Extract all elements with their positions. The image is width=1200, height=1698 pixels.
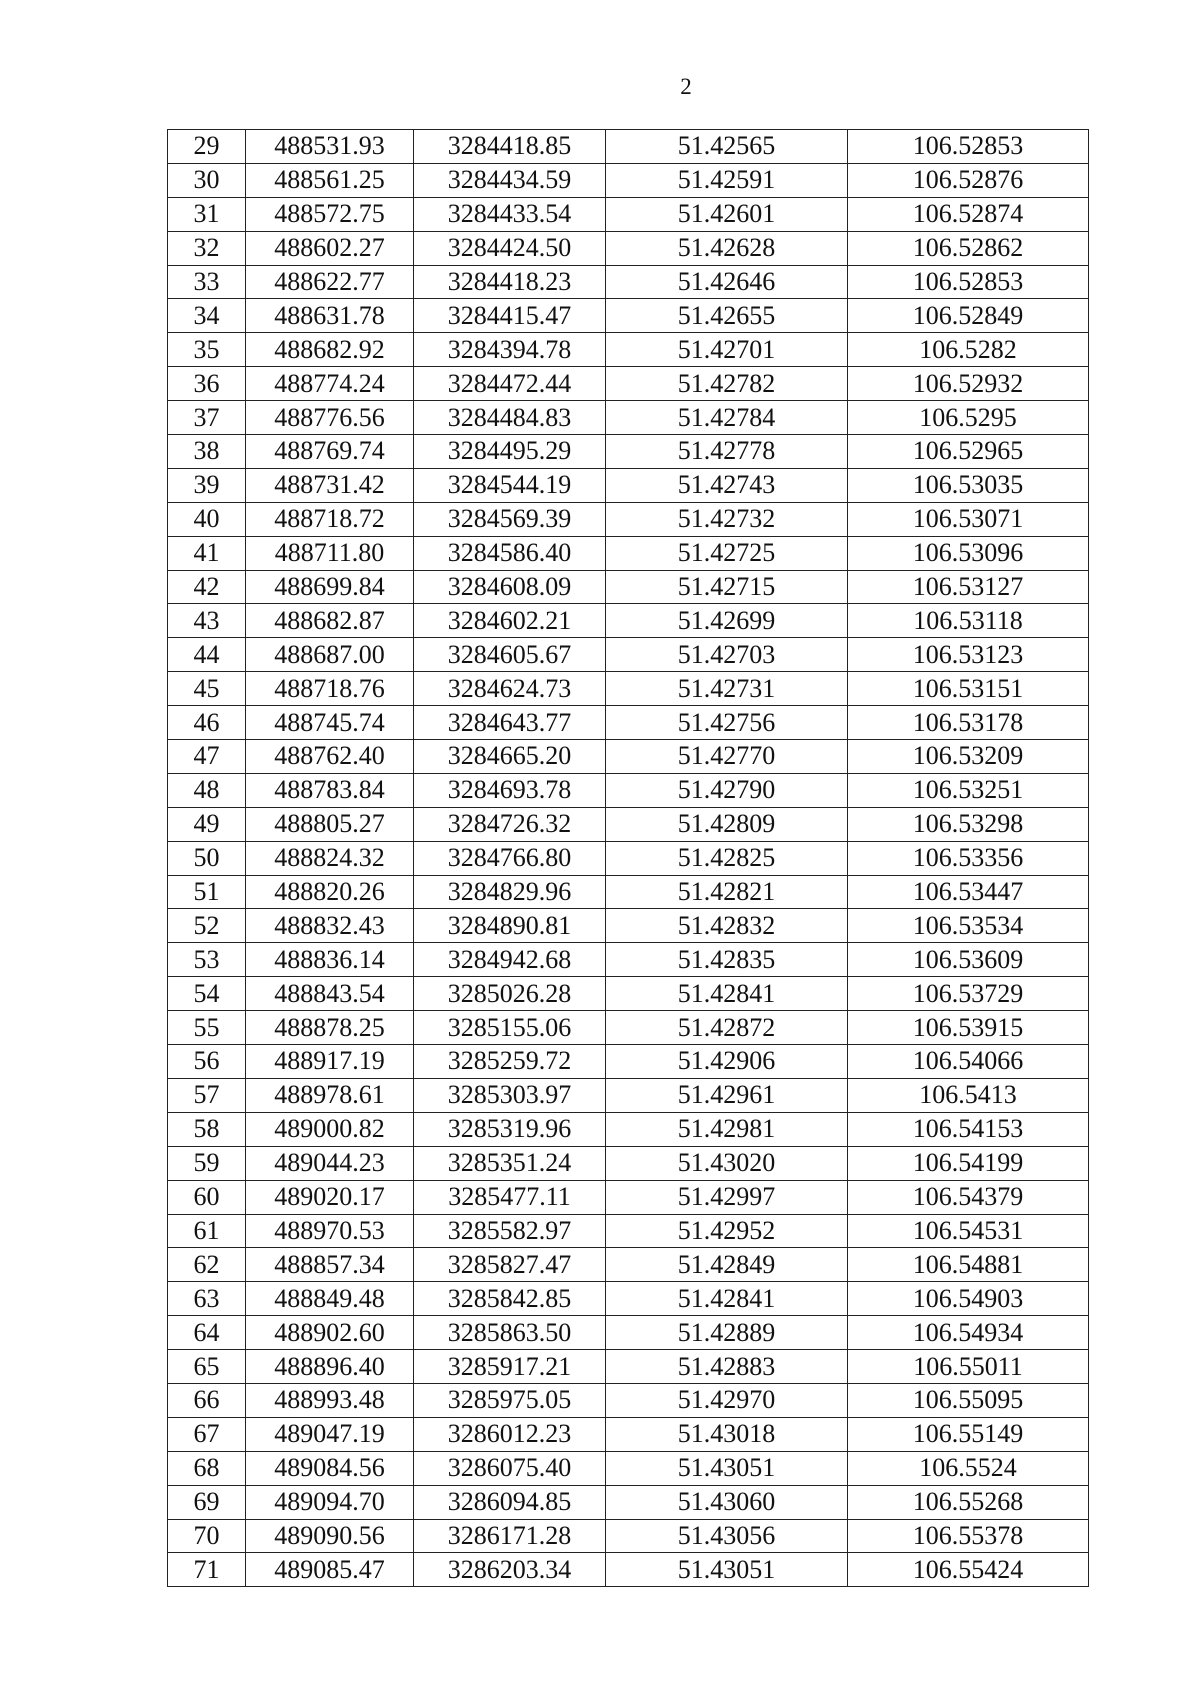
longitude-cell: 106.53915 <box>848 1011 1089 1045</box>
x-coordinate-cell: 488820.26 <box>246 875 414 909</box>
point-number-cell: 60 <box>168 1180 246 1214</box>
x-coordinate-cell: 489090.56 <box>246 1519 414 1553</box>
longitude-cell: 106.5413 <box>848 1078 1089 1112</box>
table-row <box>168 1282 1089 1316</box>
point-number-cell: 54 <box>168 977 246 1011</box>
point-number-cell: 41 <box>168 536 246 570</box>
point-number-cell: 42 <box>168 570 246 604</box>
y-coordinate-cell: 3284472.44 <box>414 367 606 401</box>
y-coordinate-cell: 3285863.50 <box>414 1316 606 1350</box>
x-coordinate-cell: 488602.27 <box>246 231 414 265</box>
longitude-cell: 106.54903 <box>848 1282 1089 1316</box>
table-row <box>168 197 1089 231</box>
table-row <box>168 740 1089 774</box>
longitude-cell: 106.53609 <box>848 943 1089 977</box>
latitude-cell: 51.42782 <box>606 367 848 401</box>
longitude-cell: 106.53151 <box>848 672 1089 706</box>
longitude-cell: 106.53356 <box>848 841 1089 875</box>
point-number-cell: 29 <box>168 130 246 164</box>
longitude-cell: 106.52862 <box>848 231 1089 265</box>
longitude-cell: 106.54066 <box>848 1045 1089 1079</box>
latitude-cell: 51.42906 <box>606 1045 848 1079</box>
y-coordinate-cell: 3284829.96 <box>414 875 606 909</box>
latitude-cell: 51.42699 <box>606 604 848 638</box>
table-row <box>168 265 1089 299</box>
x-coordinate-cell: 489044.23 <box>246 1146 414 1180</box>
x-coordinate-cell: 488878.25 <box>246 1011 414 1045</box>
x-coordinate-cell: 488711.80 <box>246 536 414 570</box>
latitude-cell: 51.42835 <box>606 943 848 977</box>
point-number-cell: 68 <box>168 1451 246 1485</box>
latitude-cell: 51.42655 <box>606 299 848 333</box>
latitude-cell: 51.43018 <box>606 1417 848 1451</box>
y-coordinate-cell: 3285351.24 <box>414 1146 606 1180</box>
longitude-cell: 106.53118 <box>848 604 1089 638</box>
table-row <box>168 570 1089 604</box>
y-coordinate-cell: 3284415.47 <box>414 299 606 333</box>
latitude-cell: 51.42841 <box>606 977 848 1011</box>
longitude-cell: 106.54934 <box>848 1316 1089 1350</box>
latitude-cell: 51.42970 <box>606 1383 848 1417</box>
longitude-cell: 106.52965 <box>848 435 1089 469</box>
x-coordinate-cell: 488631.78 <box>246 299 414 333</box>
table-row <box>168 468 1089 502</box>
x-coordinate-cell: 488832.43 <box>246 909 414 943</box>
point-number-cell: 67 <box>168 1417 246 1451</box>
table-row <box>168 706 1089 740</box>
latitude-cell: 51.42646 <box>606 265 848 299</box>
x-coordinate-cell: 488572.75 <box>246 197 414 231</box>
x-coordinate-cell: 488531.93 <box>246 130 414 164</box>
longitude-cell: 106.54153 <box>848 1112 1089 1146</box>
x-coordinate-cell: 488718.76 <box>246 672 414 706</box>
point-number-cell: 31 <box>168 197 246 231</box>
longitude-cell: 106.55095 <box>848 1383 1089 1417</box>
y-coordinate-cell: 3284665.20 <box>414 740 606 774</box>
longitude-cell: 106.53035 <box>848 468 1089 502</box>
point-number-cell: 46 <box>168 706 246 740</box>
y-coordinate-cell: 3284643.77 <box>414 706 606 740</box>
y-coordinate-cell: 3284394.78 <box>414 333 606 367</box>
table-row <box>168 773 1089 807</box>
x-coordinate-cell: 488762.40 <box>246 740 414 774</box>
point-number-cell: 56 <box>168 1045 246 1079</box>
longitude-cell: 106.53123 <box>848 638 1089 672</box>
x-coordinate-cell: 488843.54 <box>246 977 414 1011</box>
table-row <box>168 502 1089 536</box>
point-number-cell: 38 <box>168 435 246 469</box>
x-coordinate-cell: 489094.70 <box>246 1485 414 1519</box>
y-coordinate-cell: 3284608.09 <box>414 570 606 604</box>
longitude-cell: 106.53447 <box>848 875 1089 909</box>
table-row <box>168 1045 1089 1079</box>
table-row <box>168 604 1089 638</box>
page-number: 2 <box>680 74 692 99</box>
point-number-cell: 69 <box>168 1485 246 1519</box>
point-number-cell: 59 <box>168 1146 246 1180</box>
y-coordinate-cell: 3285303.97 <box>414 1078 606 1112</box>
longitude-cell: 106.52874 <box>848 197 1089 231</box>
y-coordinate-cell: 3284495.29 <box>414 435 606 469</box>
y-coordinate-cell: 3284418.23 <box>414 265 606 299</box>
latitude-cell: 51.43051 <box>606 1451 848 1485</box>
latitude-cell: 51.43056 <box>606 1519 848 1553</box>
x-coordinate-cell: 488902.60 <box>246 1316 414 1350</box>
latitude-cell: 51.42784 <box>606 401 848 435</box>
latitude-cell: 51.42832 <box>606 909 848 943</box>
point-number-cell: 65 <box>168 1350 246 1384</box>
point-number-cell: 71 <box>168 1553 246 1587</box>
latitude-cell: 51.42601 <box>606 197 848 231</box>
point-number-cell: 40 <box>168 502 246 536</box>
table-row <box>168 1316 1089 1350</box>
point-number-cell: 61 <box>168 1214 246 1248</box>
table-row <box>168 1180 1089 1214</box>
y-coordinate-cell: 3284942.68 <box>414 943 606 977</box>
x-coordinate-cell: 488745.74 <box>246 706 414 740</box>
point-number-cell: 53 <box>168 943 246 977</box>
x-coordinate-cell: 488805.27 <box>246 807 414 841</box>
x-coordinate-cell: 489084.56 <box>246 1451 414 1485</box>
table-row <box>168 231 1089 265</box>
y-coordinate-cell: 3286094.85 <box>414 1485 606 1519</box>
latitude-cell: 51.42841 <box>606 1282 848 1316</box>
longitude-cell: 106.55149 <box>848 1417 1089 1451</box>
longitude-cell: 106.52932 <box>848 367 1089 401</box>
y-coordinate-cell: 3284605.67 <box>414 638 606 672</box>
y-coordinate-cell: 3284726.32 <box>414 807 606 841</box>
point-number-cell: 70 <box>168 1519 246 1553</box>
table-row <box>168 841 1089 875</box>
longitude-cell: 106.52849 <box>848 299 1089 333</box>
table-row <box>168 1383 1089 1417</box>
longitude-cell: 106.54379 <box>848 1180 1089 1214</box>
longitude-cell: 106.55011 <box>848 1350 1089 1384</box>
table-row <box>168 1078 1089 1112</box>
point-number-cell: 44 <box>168 638 246 672</box>
point-number-cell: 36 <box>168 367 246 401</box>
longitude-cell: 106.54881 <box>848 1248 1089 1282</box>
table-row <box>168 435 1089 469</box>
point-number-cell: 30 <box>168 163 246 197</box>
table-row <box>168 909 1089 943</box>
latitude-cell: 51.43060 <box>606 1485 848 1519</box>
x-coordinate-cell: 489020.17 <box>246 1180 414 1214</box>
latitude-cell: 51.42725 <box>606 536 848 570</box>
x-coordinate-cell: 488857.34 <box>246 1248 414 1282</box>
latitude-cell: 51.42731 <box>606 672 848 706</box>
point-number-cell: 45 <box>168 672 246 706</box>
latitude-cell: 51.42825 <box>606 841 848 875</box>
longitude-cell: 106.54531 <box>848 1214 1089 1248</box>
latitude-cell: 51.42849 <box>606 1248 848 1282</box>
table-row <box>168 1451 1089 1485</box>
latitude-cell: 51.42952 <box>606 1214 848 1248</box>
table-row <box>168 1011 1089 1045</box>
x-coordinate-cell: 488776.56 <box>246 401 414 435</box>
y-coordinate-cell: 3286203.34 <box>414 1553 606 1587</box>
y-coordinate-cell: 3284544.19 <box>414 468 606 502</box>
x-coordinate-cell: 489047.19 <box>246 1417 414 1451</box>
longitude-cell: 106.55378 <box>848 1519 1089 1553</box>
point-number-cell: 33 <box>168 265 246 299</box>
point-number-cell: 62 <box>168 1248 246 1282</box>
table-row <box>168 672 1089 706</box>
coordinates-table <box>167 129 1089 1587</box>
latitude-cell: 51.42778 <box>606 435 848 469</box>
y-coordinate-cell: 3286012.23 <box>414 1417 606 1451</box>
y-coordinate-cell: 3284434.59 <box>414 163 606 197</box>
x-coordinate-cell: 488896.40 <box>246 1350 414 1384</box>
x-coordinate-cell: 488824.32 <box>246 841 414 875</box>
longitude-cell: 106.54199 <box>848 1146 1089 1180</box>
latitude-cell: 51.42743 <box>606 468 848 502</box>
table-row <box>168 1146 1089 1180</box>
table-row <box>168 333 1089 367</box>
point-number-cell: 64 <box>168 1316 246 1350</box>
table-row <box>168 130 1089 164</box>
coordinates-table-body <box>168 130 1089 1587</box>
point-number-cell: 63 <box>168 1282 246 1316</box>
table-row <box>168 401 1089 435</box>
latitude-cell: 51.42732 <box>606 502 848 536</box>
x-coordinate-cell: 488682.92 <box>246 333 414 367</box>
longitude-cell: 106.5282 <box>848 333 1089 367</box>
longitude-cell: 106.55424 <box>848 1553 1089 1587</box>
longitude-cell: 106.52876 <box>848 163 1089 197</box>
y-coordinate-cell: 3286075.40 <box>414 1451 606 1485</box>
longitude-cell: 106.52853 <box>848 265 1089 299</box>
x-coordinate-cell: 488561.25 <box>246 163 414 197</box>
latitude-cell: 51.42997 <box>606 1180 848 1214</box>
table-row <box>168 299 1089 333</box>
y-coordinate-cell: 3284586.40 <box>414 536 606 570</box>
y-coordinate-cell: 3284602.21 <box>414 604 606 638</box>
y-coordinate-cell: 3284693.78 <box>414 773 606 807</box>
point-number-cell: 37 <box>168 401 246 435</box>
x-coordinate-cell: 489000.82 <box>246 1112 414 1146</box>
longitude-cell: 106.53251 <box>848 773 1089 807</box>
x-coordinate-cell: 488769.74 <box>246 435 414 469</box>
x-coordinate-cell: 488978.61 <box>246 1078 414 1112</box>
x-coordinate-cell: 488783.84 <box>246 773 414 807</box>
x-coordinate-cell: 488917.19 <box>246 1045 414 1079</box>
y-coordinate-cell: 3286171.28 <box>414 1519 606 1553</box>
x-coordinate-cell: 488849.48 <box>246 1282 414 1316</box>
x-coordinate-cell: 488970.53 <box>246 1214 414 1248</box>
table-row <box>168 1350 1089 1384</box>
point-number-cell: 58 <box>168 1112 246 1146</box>
table-row <box>168 1417 1089 1451</box>
point-number-cell: 66 <box>168 1383 246 1417</box>
y-coordinate-cell: 3284766.80 <box>414 841 606 875</box>
point-number-cell: 51 <box>168 875 246 909</box>
table-row <box>168 977 1089 1011</box>
longitude-cell: 106.5524 <box>848 1451 1089 1485</box>
latitude-cell: 51.42872 <box>606 1011 848 1045</box>
latitude-cell: 51.42628 <box>606 231 848 265</box>
latitude-cell: 51.42715 <box>606 570 848 604</box>
point-number-cell: 34 <box>168 299 246 333</box>
latitude-cell: 51.42790 <box>606 773 848 807</box>
y-coordinate-cell: 3284624.73 <box>414 672 606 706</box>
longitude-cell: 106.52853 <box>848 130 1089 164</box>
point-number-cell: 35 <box>168 333 246 367</box>
table-row <box>168 1553 1089 1587</box>
y-coordinate-cell: 3284890.81 <box>414 909 606 943</box>
latitude-cell: 51.42770 <box>606 740 848 774</box>
table-row <box>168 1248 1089 1282</box>
point-number-cell: 32 <box>168 231 246 265</box>
latitude-cell: 51.43051 <box>606 1553 848 1587</box>
longitude-cell: 106.53298 <box>848 807 1089 841</box>
x-coordinate-cell: 488699.84 <box>246 570 414 604</box>
x-coordinate-cell: 488731.42 <box>246 468 414 502</box>
y-coordinate-cell: 3285975.05 <box>414 1383 606 1417</box>
latitude-cell: 51.42703 <box>606 638 848 672</box>
y-coordinate-cell: 3284418.85 <box>414 130 606 164</box>
longitude-cell: 106.53127 <box>848 570 1089 604</box>
latitude-cell: 51.42883 <box>606 1350 848 1384</box>
latitude-cell: 51.42809 <box>606 807 848 841</box>
longitude-cell: 106.55268 <box>848 1485 1089 1519</box>
table-row <box>168 536 1089 570</box>
y-coordinate-cell: 3285319.96 <box>414 1112 606 1146</box>
point-number-cell: 47 <box>168 740 246 774</box>
y-coordinate-cell: 3285155.06 <box>414 1011 606 1045</box>
y-coordinate-cell: 3284424.50 <box>414 231 606 265</box>
x-coordinate-cell: 488774.24 <box>246 367 414 401</box>
table-row <box>168 1485 1089 1519</box>
latitude-cell: 51.42821 <box>606 875 848 909</box>
y-coordinate-cell: 3285827.47 <box>414 1248 606 1282</box>
point-number-cell: 52 <box>168 909 246 943</box>
x-coordinate-cell: 488682.87 <box>246 604 414 638</box>
x-coordinate-cell: 488993.48 <box>246 1383 414 1417</box>
longitude-cell: 106.53729 <box>848 977 1089 1011</box>
latitude-cell: 51.42889 <box>606 1316 848 1350</box>
latitude-cell: 51.42756 <box>606 706 848 740</box>
y-coordinate-cell: 3285259.72 <box>414 1045 606 1079</box>
longitude-cell: 106.53209 <box>848 740 1089 774</box>
y-coordinate-cell: 3285842.85 <box>414 1282 606 1316</box>
x-coordinate-cell: 488718.72 <box>246 502 414 536</box>
y-coordinate-cell: 3285477.11 <box>414 1180 606 1214</box>
x-coordinate-cell: 489085.47 <box>246 1553 414 1587</box>
latitude-cell: 51.42981 <box>606 1112 848 1146</box>
table-row <box>168 1112 1089 1146</box>
longitude-cell: 106.5295 <box>848 401 1089 435</box>
longitude-cell: 106.53096 <box>848 536 1089 570</box>
latitude-cell: 51.42961 <box>606 1078 848 1112</box>
table-row <box>168 367 1089 401</box>
table-row <box>168 638 1089 672</box>
point-number-cell: 43 <box>168 604 246 638</box>
x-coordinate-cell: 488687.00 <box>246 638 414 672</box>
y-coordinate-cell: 3285917.21 <box>414 1350 606 1384</box>
x-coordinate-cell: 488836.14 <box>246 943 414 977</box>
point-number-cell: 55 <box>168 1011 246 1045</box>
point-number-cell: 57 <box>168 1078 246 1112</box>
y-coordinate-cell: 3284484.83 <box>414 401 606 435</box>
latitude-cell: 51.42591 <box>606 163 848 197</box>
table-row <box>168 163 1089 197</box>
table-row <box>168 1214 1089 1248</box>
point-number-cell: 49 <box>168 807 246 841</box>
x-coordinate-cell: 488622.77 <box>246 265 414 299</box>
latitude-cell: 51.42565 <box>606 130 848 164</box>
latitude-cell: 51.42701 <box>606 333 848 367</box>
longitude-cell: 106.53071 <box>848 502 1089 536</box>
latitude-cell: 51.43020 <box>606 1146 848 1180</box>
y-coordinate-cell: 3284433.54 <box>414 197 606 231</box>
point-number-cell: 48 <box>168 773 246 807</box>
longitude-cell: 106.53534 <box>848 909 1089 943</box>
table-row <box>168 943 1089 977</box>
table-row <box>168 875 1089 909</box>
point-number-cell: 50 <box>168 841 246 875</box>
y-coordinate-cell: 3285026.28 <box>414 977 606 1011</box>
table-row <box>168 807 1089 841</box>
longitude-cell: 106.53178 <box>848 706 1089 740</box>
y-coordinate-cell: 3284569.39 <box>414 502 606 536</box>
table-row <box>168 1519 1089 1553</box>
y-coordinate-cell: 3285582.97 <box>414 1214 606 1248</box>
point-number-cell: 39 <box>168 468 246 502</box>
